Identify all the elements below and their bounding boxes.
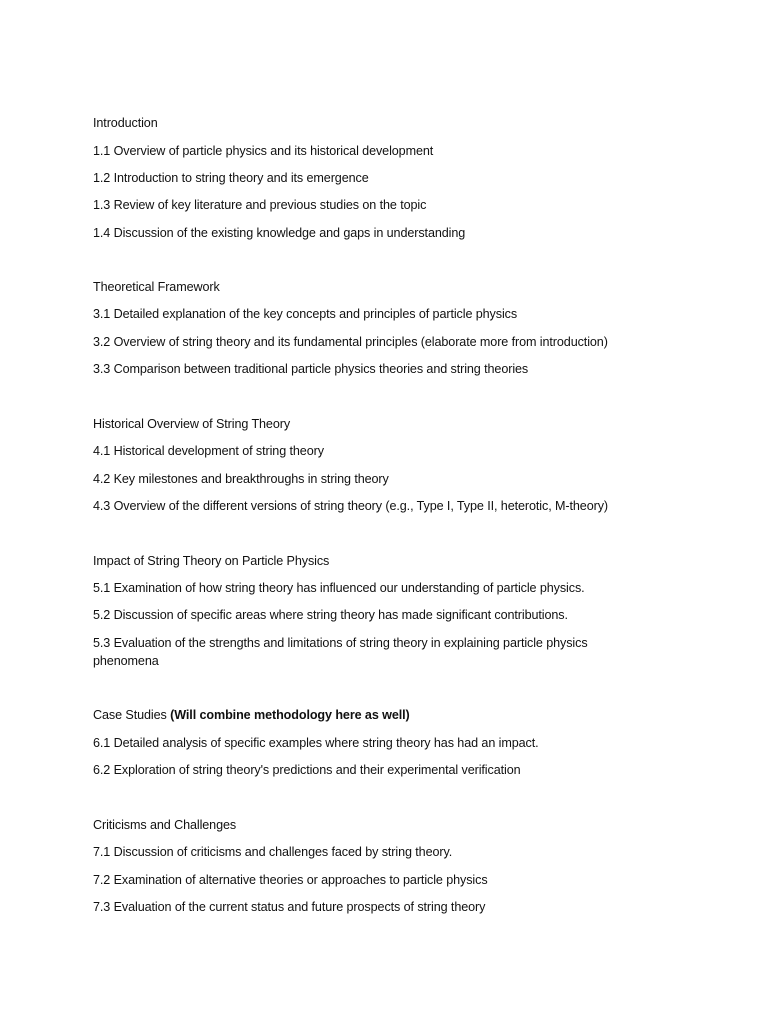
outline-item-6-1: 6.1 Detailed analysis of specific examples where string theory has had an impact. <box>93 736 539 750</box>
outline-item-1-4: 1.4 Discussion of the existing knowledge and gaps in understanding <box>93 226 466 240</box>
case-studies-note: (Will combine methodology here as well) <box>170 708 410 722</box>
outline-item-3-2: 3.2 Overview of string theory and its fundamental principles (elaborate more from introduction) <box>93 335 608 349</box>
outline-item-4-2: 4.2 Key milestones and breakthroughs in string theory <box>93 472 389 486</box>
section-heading-case-studies <box>93 706 658 724</box>
case-studies-title: Case Studies <box>93 708 167 722</box>
section-heading-criticisms: Criticisms and Challenges <box>93 818 237 832</box>
outline-item-3-3: 3.3 Comparison between traditional particle physics theories and string theories <box>93 362 529 376</box>
outline-item-1-3: 1.3 Review of key literature and previous studies on the topic <box>93 198 427 212</box>
outline-item-7-2: 7.2 Examination of alternative theories or approaches to particle physics <box>93 873 488 887</box>
outline-item-5-1: 5.1 Examination of how string theory has influenced our understanding of particle physics. <box>93 581 585 595</box>
outline-item-5-2: 5.2 Discussion of specific areas where string theory has made significant contributions. <box>93 608 568 622</box>
outline-item-4-1: 4.1 Historical development of string theory <box>93 444 324 458</box>
section-heading-theoretical-framework: Theoretical Framework <box>93 280 220 294</box>
section-heading-historical-overview: Historical Overview of String Theory <box>93 417 291 431</box>
outline-item-7-1: 7.1 Discussion of criticisms and challenges faced by string theory. <box>93 845 453 859</box>
outline-item-7-3: 7.3 Evaluation of the current status and future prospects of string theory <box>93 900 486 914</box>
section-heading-introduction: Introduction <box>93 116 158 130</box>
outline-item-1-1: 1.1 Overview of particle physics and its historical development <box>93 144 434 158</box>
section-heading-impact: Impact of String Theory on Particle Physics <box>93 554 330 568</box>
outline-item-3-1: 3.1 Detailed explanation of the key concepts and principles of particle physics <box>93 307 518 321</box>
outline-item-4-3: 4.3 Overview of the different versions of string theory (e.g., Type I, Type II, heterotic, M-theory) <box>93 499 608 513</box>
outline-item-5-3: 5.3 Evaluation of the strengths and limitations of string theory in explaining particle physics phenomena <box>93 636 588 668</box>
outline-item-1-2: 1.2 Introduction to string theory and its emergence <box>93 171 369 185</box>
outline-item-6-2: 6.2 Exploration of string theory's predictions and their experimental verification <box>93 763 521 777</box>
